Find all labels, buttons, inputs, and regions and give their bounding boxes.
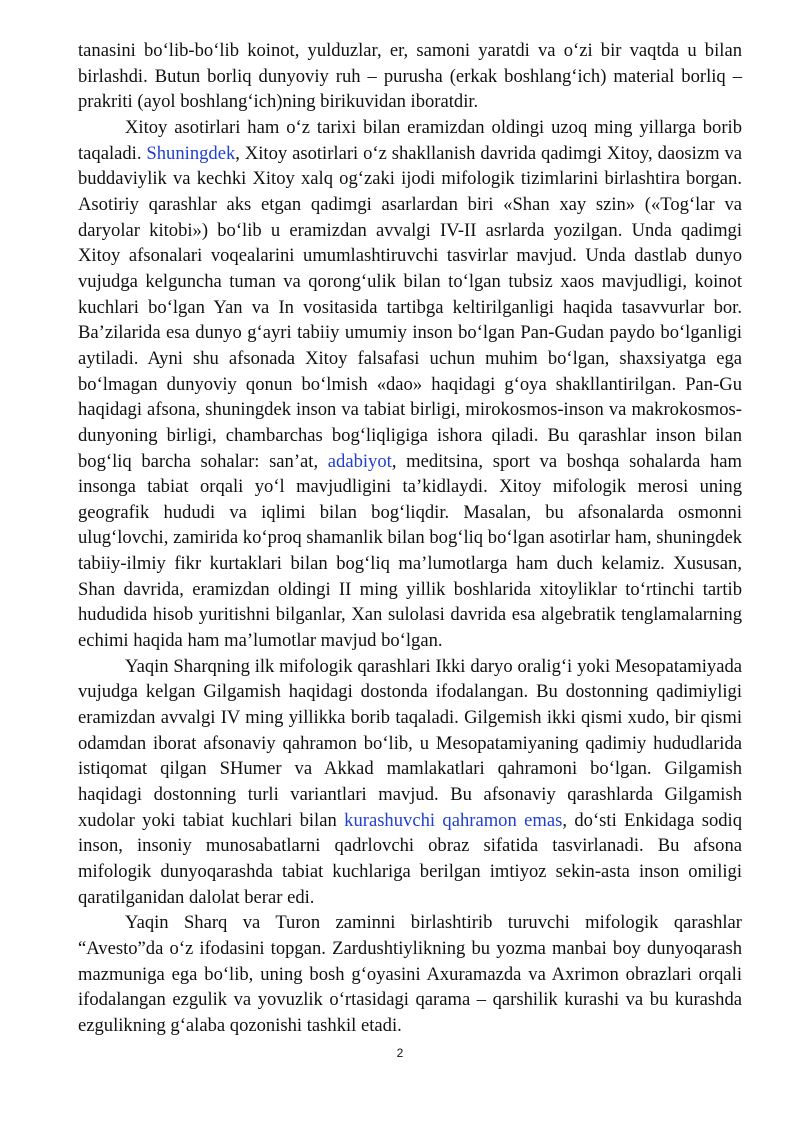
paragraph	[78, 38, 742, 115]
paragraph-text: , do‘sti Enkidaga sodiq inson, insoniy munosabatlarni qadrlovchi obraz sifatida tasvirlanadi. Bu afsona mifologik dunyoqarashda tabiat kuchlariga berilgan imtiyoz sekin-asta inson omiligi qaratilganidan dalolat berar edi.	[78, 809, 743, 908]
paragraph-text: Yaqin Sharqning ilk mifologik qarashlari Ikki daryo oralig‘i yoki Mesopatamiyada vujudga kelgan Gilgamish haqidagi dostonda ifodalangan. Bu dostonning qadimiyligi eramizdan avvalgi IV ming yillikka borib taqaladi. Gilgemish ikki qismi xudo, bir qismi odamdan iborat afsonaviy qahramon bo‘lib, u Mesopatamiyaning qadimiy hududlarida istiqomat qilgan SHumer va Akkad mamlakatlari qahramoni bo‘lgan. Gilgamish haqidagi dostonning turli variantlari mavjud. Bu afsonaviy qarashlarda Gilgamish xudolar yoki tabiat kuchlari bilan	[78, 655, 742, 831]
paragraph-text: , Xitoy asotirlari o‘z shakllanish davrida qadimgi Xitoy, daosizm va buddaviylik va kechki Xitoy xalq og‘zaki ijodi mifologik tizimlarini birlashtira borgan. Asotiriy qarashlar aks etgan qadimgi asarlardan biri «Shan xay szin» («Tog‘lar va daryolar kitobi») bo‘lib u eramizdan avvalgi IV-II asrlarda yozilgan. Unda qadimgi Xitoy afsonalari voqealarini umumlashtiruvchi tasvirlar mavjud. Unda dastlab dunyo vujudga kelguncha tuman va qorong‘ulik bilan to‘lgan tubsiz xaos mavjudligi, koinot kuchlari bo‘lgan Yan va In vositasida tartibga keltirilganligi haqida tasavvurlar bor. Ba’zilarida esa dunyo g‘ayri tabiiy umumiy inson bo‘lgan Pan-Gudan paydo bo‘lganligi aytiladi. Ayni shu afsonada Xitoy falsafasi uchun muhim bo‘lgan, shaxsiyatga ega bo‘lmagan dunyoviy qonun bo‘lmish «dao» haqidagi g‘oya shakllantirilgan. Pan-Gu haqidagi afsona, shuningdek inson va tabiat birligi, mirokosmos-inson va makrokosmos-dunyoning birligi, chambarchas bog‘liqligiga ishora qiladi. Bu qarashlar inson bilan bog‘liq barcha sohalar: san’at,	[78, 142, 742, 472]
paragraph-text: Xitoy asotirlari ham o‘z tarixi bilan eramizdan oldingi uzoq ming yillarga borib taqaladi.	[78, 116, 742, 164]
paragraph	[78, 654, 742, 911]
text-link[interactable]: Shuningdek	[146, 142, 236, 164]
page-number: 2	[396, 1046, 404, 1060]
document-body	[78, 38, 742, 1039]
paragraph	[78, 910, 742, 1038]
text-link[interactable]: kurashuvchi qahramon emas	[344, 809, 563, 831]
text-link[interactable]: adabiyot	[327, 450, 392, 472]
paragraph-text: Yaqin Sharq va Turon zaminni birlashtirib turuvchi mifologik qarashlar “Avesto”da o‘z ifodasini topgan. Zardushtiylikning bu yozma manbai boy dunyoqarash mazmuniga ega bo‘lib, uning bosh g‘oyasini Axuramazda va Axrimon obrazlari orqali ifodalangan ezgulik va yovuzlik o‘rtasidagi qarama – qarshilik kurashi va bu kurashda ezgulikning g‘alaba qozonishi tashkil etadi.	[78, 912, 742, 1036]
paragraph-text: , meditsina, sport va boshqa sohalarda ham insonga tabiat orqali yo‘l mavjudligini ta’kidlaydi. Xitoy mifologik merosi uning geografik hududi va iqlimi bilan bog‘liqdir. Masalan, bu afsonalarda osmonni ulug‘lovchi, zamirida ko‘proq shamanlik bilan bog‘liq bo‘lgan asotirlar ham, shuningdek tabiiy-ilmiy fikr kurtaklari bilan bog‘liq ma’lumotlarga ham duch kelamiz. Xususan, Shan davrida, eramizdan oldingi II ming yillik boshlarida xitoyliklar to‘rtinchi tartib hududida hisob yuritishni bilganlar, Xan sulolasi davrida esa algebratik tenglamalarning echimi haqida ham ma’lumotlar mavjud bo‘lgan.	[78, 450, 742, 652]
paragraph-text: tanasini bo‘lib-bo‘lib koinot, yulduzlar, er, samoni yaratdi va o‘zi bir vaqtda u bilan birlashdi. Butun borliq dunyoviy ruh – purusha (erkak boshlang‘ich) material borliq – prakriti (ayol boshlang‘ich)ning birikuvidan iboratdir.	[78, 40, 742, 113]
paragraph	[78, 115, 742, 654]
